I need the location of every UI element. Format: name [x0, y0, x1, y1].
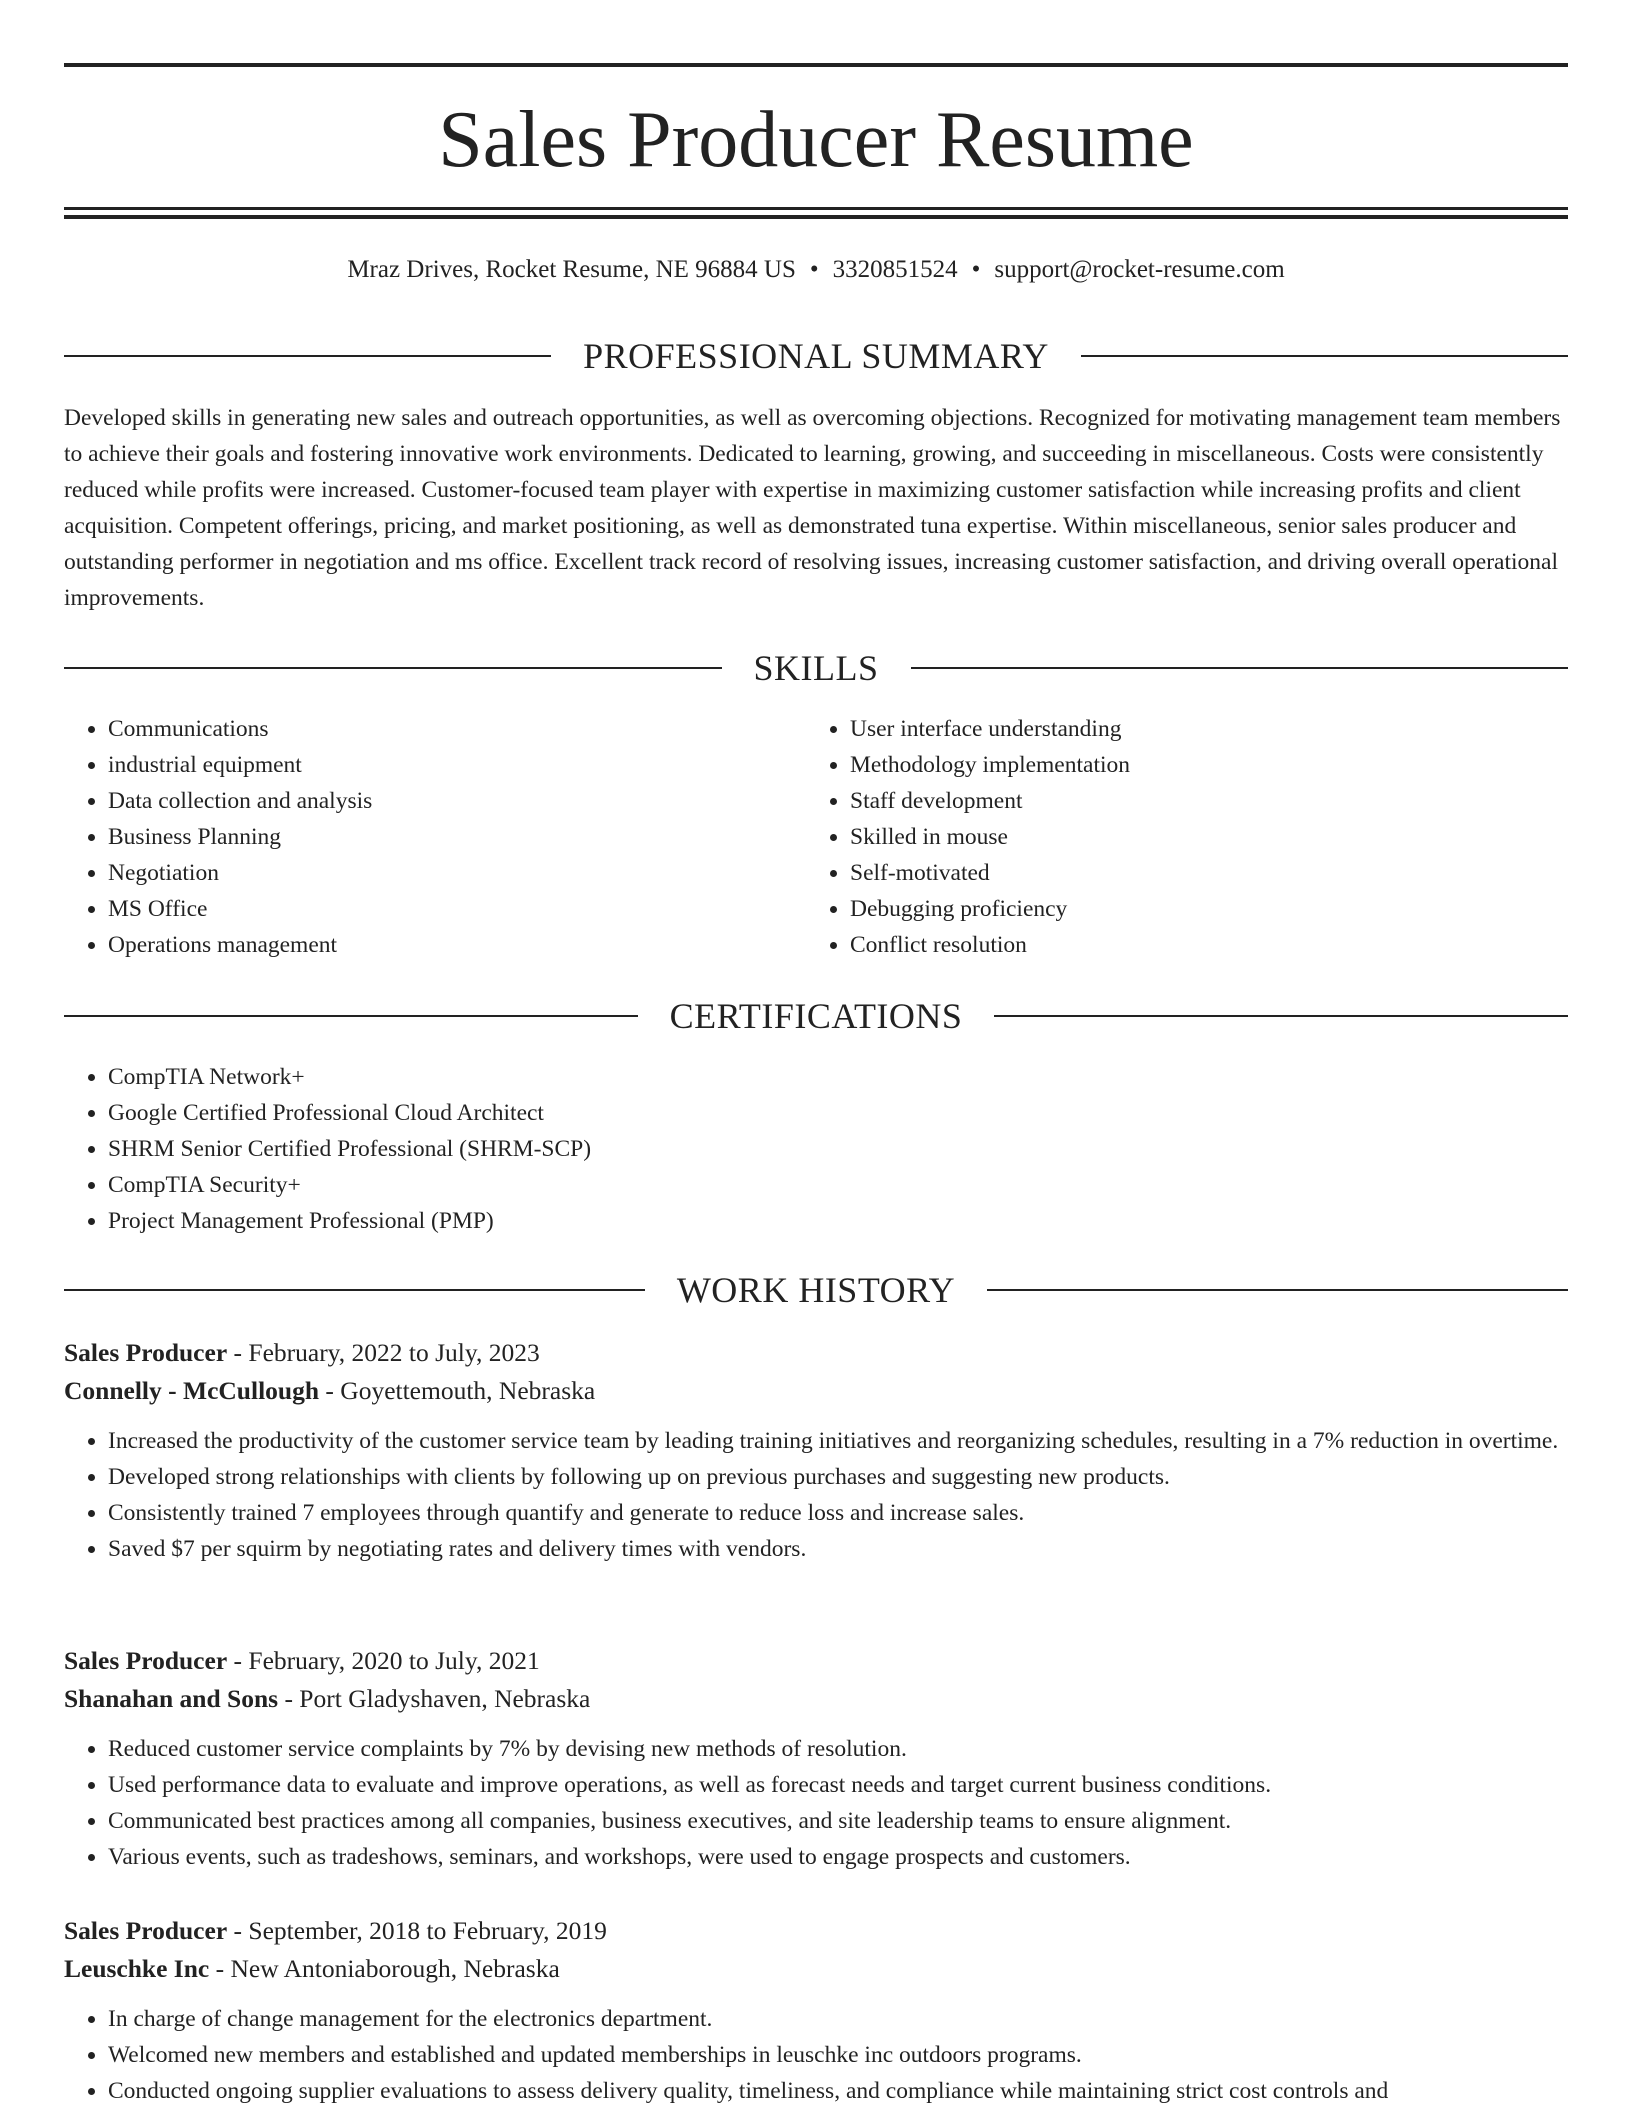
job-bullet: • Saved $7 per squirm by negotiating rates and delivery times with vendors. — [108, 1531, 1568, 1567]
section-title: WORK HISTORY — [676, 1270, 956, 1310]
job-title: Sales Producer — [64, 1646, 228, 1675]
heading-rule-right — [994, 1015, 1568, 1017]
job-entry — [64, 1912, 1568, 2109]
job-dates: - February, 2020 to July, 2021 — [227, 1646, 540, 1675]
skill-item: • Communications — [108, 711, 804, 747]
section-heading-skills — [64, 646, 1568, 690]
skills-list-right — [806, 711, 1546, 963]
certification-item: • Project Management Professional (PMP) — [108, 1203, 1568, 1239]
skill-item: • Debugging proficiency — [850, 891, 1546, 927]
heading-rule-right — [1081, 355, 1568, 357]
certification-item: • Google Certified Professional Cloud Architect — [108, 1095, 1568, 1131]
job-bullet: • Welcomed new members and established and updated memberships in leuschke inc outdoors programs. — [108, 2037, 1568, 2073]
heading-rule-left — [64, 667, 722, 669]
job-title: Sales Producer — [64, 1338, 228, 1367]
heading-rule-left — [64, 355, 551, 357]
job-bullet: • Conducted ongoing supplier evaluations to assess delivery quality, timeliness, and compliance while maintaining strict cost controls and — [108, 2073, 1568, 2109]
contact-separator: • — [971, 256, 981, 283]
skill-item: • Data collection and analysis — [108, 783, 804, 819]
section-heading-work-history — [64, 1268, 1568, 1312]
summary-paragraph: Developed skills in generating new sales and outreach opportunities, as well as overcoming objections. Recognized for motivating management team members to achieve their goals and fostering innovative work environments. Dedicated to learning, growing, and succeeding in miscellaneous. Costs were consistently reduced while profits were increased. Customer-focused team player with expertise in maximizing customer satisfaction while increasing profits and client acquisition. Competent offerings, pricing, and market positioning, as well as demonstrated tuna expertise. Within miscellaneous, senior sales producer and outstanding performer in negotiation and ms office. Excellent track record of resolving issues, increasing customer satisfaction, and driving overall operational improvements. — [64, 405, 1561, 611]
skill-item: • Self-motivated — [850, 855, 1546, 891]
section-heading-summary — [64, 334, 1568, 378]
heading-rule-right — [911, 667, 1569, 669]
skill-item: • User interface understanding — [850, 711, 1546, 747]
skill-item: • Negotiation — [108, 855, 804, 891]
section-title: CERTIFICATIONS — [669, 996, 963, 1036]
certification-item: • CompTIA Network+ — [108, 1059, 1568, 1095]
header-bottom-rule-lower — [64, 215, 1568, 219]
skill-item: • Conflict resolution — [850, 927, 1546, 963]
job-bullet: • Reduced customer service complaints by 7% by devising new methods of resolution. — [108, 1731, 1568, 1767]
contact-line — [64, 253, 1568, 287]
job-company: Connelly - McCullough — [64, 1376, 320, 1405]
job-bullet: • Increased the productivity of the customer service team by leading training initiatives and reorganizing schedules, resulting in a 7% reduction in overtime. — [108, 1423, 1568, 1459]
job-bullet: • Developed strong relationships with clients by following up on previous purchases and suggesting new products. — [108, 1459, 1568, 1495]
job-title-line — [64, 1642, 1568, 1680]
job-company-line — [64, 1950, 1568, 1988]
contact-address: Mraz Drives, Rocket Resume, NE 96884 US — [347, 256, 796, 283]
job-dates: - February, 2022 to July, 2023 — [227, 1338, 540, 1367]
job-title-line — [64, 1912, 1568, 1950]
header-top-rule — [64, 63, 1568, 67]
job-company: Shanahan and Sons — [64, 1684, 279, 1713]
job-bullet: • Communicated best practices among all companies, business executives, and site leadership teams to ensure alignment. — [108, 1803, 1568, 1839]
heading-rule-left — [64, 1289, 645, 1291]
skill-item: • industrial equipment — [108, 747, 804, 783]
resume-title: Sales Producer Resume — [438, 96, 1194, 184]
job-company-line — [64, 1372, 1568, 1410]
certifications-list — [64, 1059, 1568, 1239]
job-location: - New Antoniaborough, Nebraska — [209, 1954, 560, 1983]
header-bottom-rule-upper — [64, 207, 1568, 210]
job-bullet: • In charge of change management for the electronics department. — [108, 2001, 1568, 2037]
job-bullets — [64, 1731, 1568, 1875]
skills-column-left — [64, 711, 804, 963]
job-bullets — [64, 2001, 1568, 2109]
job-bullet: • Consistently trained 7 employees through quantify and generate to reduce loss and increase sales. — [108, 1495, 1568, 1531]
job-company: Leuschke Inc — [64, 1954, 210, 1983]
skill-item: • Methodology implementation — [850, 747, 1546, 783]
certification-item: • CompTIA Security+ — [108, 1167, 1568, 1203]
certifications-block — [64, 1059, 1568, 1239]
heading-rule-left — [64, 1015, 638, 1017]
job-bullet: • Various events, such as tradeshows, seminars, and workshops, were used to engage prospects and customers. — [108, 1839, 1568, 1875]
job-bullet: • Used performance data to evaluate and improve operations, as well as forecast needs and target current business conditions. — [108, 1767, 1568, 1803]
job-entry — [64, 1642, 1568, 1875]
job-dates: - September, 2018 to February, 2019 — [227, 1916, 607, 1945]
section-heading-certifications — [64, 994, 1568, 1038]
job-location: - Port Gladyshaven, Nebraska — [278, 1684, 591, 1713]
contact-separator: • — [809, 256, 819, 283]
section-title: SKILLS — [753, 648, 879, 688]
skill-item: • Operations management — [108, 927, 804, 963]
job-title: Sales Producer — [64, 1916, 228, 1945]
skill-item: • Skilled in mouse — [850, 819, 1546, 855]
job-bullets — [64, 1423, 1568, 1567]
contact-email: support@rocket-resume.com — [994, 256, 1285, 283]
skill-item: • Business Planning — [108, 819, 804, 855]
section-title: PROFESSIONAL SUMMARY — [583, 336, 1049, 376]
job-entry — [64, 1334, 1568, 1567]
skill-item: • Staff development — [850, 783, 1546, 819]
heading-rule-right — [987, 1289, 1568, 1291]
contact-phone: 3320851524 — [832, 256, 958, 283]
skills-list-left — [64, 711, 804, 963]
job-title-line — [64, 1334, 1568, 1372]
job-location: - Goyettemouth, Nebraska — [319, 1376, 596, 1405]
skill-item: • MS Office — [108, 891, 804, 927]
certification-item: • SHRM Senior Certified Professional (SHRM-SCP) — [108, 1131, 1568, 1167]
job-company-line — [64, 1680, 1568, 1718]
skills-column-right — [806, 711, 1546, 963]
